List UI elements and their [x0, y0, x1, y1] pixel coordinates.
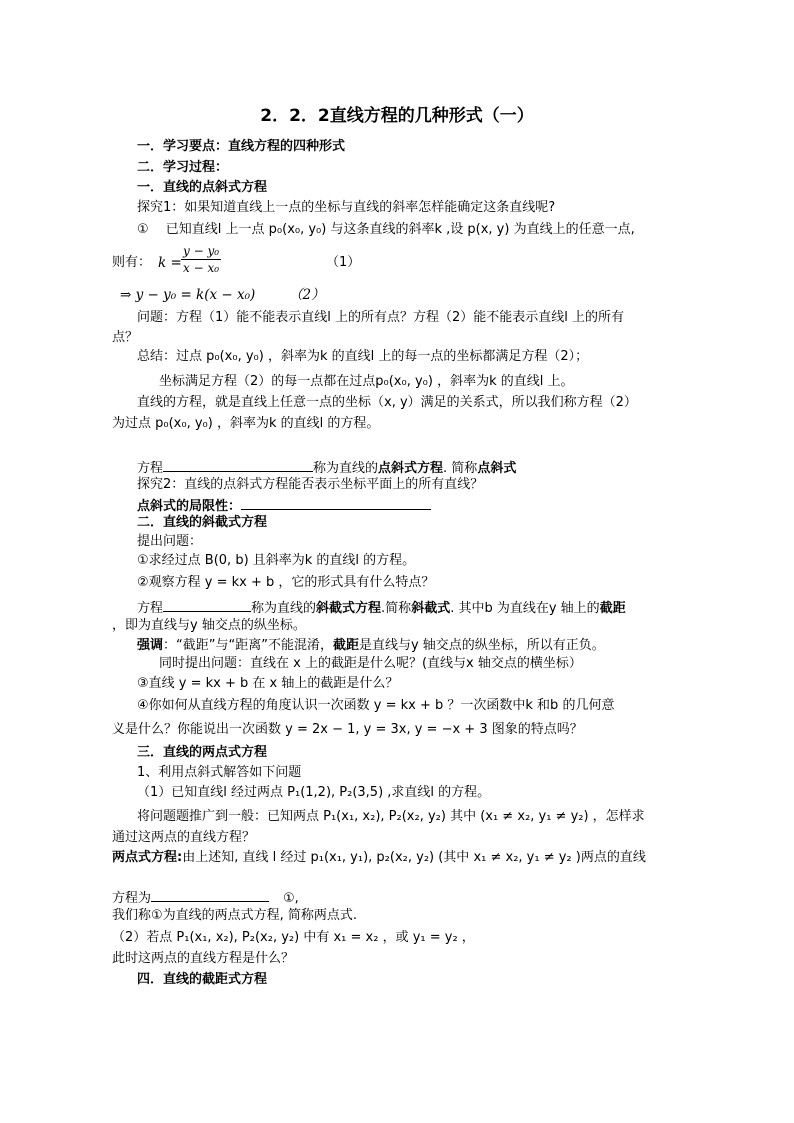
text-line: 此时这两点的直线方程是什么？: [112, 951, 295, 966]
text-line: （1）已知直线l 经过两点 P₁(1,2), P₂(3,5) ,求直线l 的方程。: [137, 785, 491, 800]
slope-fraction: [181, 244, 221, 275]
text-line: 点？: [112, 330, 139, 345]
formula-lhs: k =: [158, 255, 182, 271]
text-line: 通过这两点的直线方程？: [112, 830, 256, 845]
section-heading: 二．学习过程：: [137, 160, 229, 175]
text-fragment: 方程为: [112, 891, 152, 906]
section-heading: 一．学习要点：直线方程的四种形式: [137, 139, 346, 154]
keyword: 斜截式: [411, 601, 451, 616]
text-line: 提出问题：: [137, 534, 203, 549]
text-line: （2）若点 P₁(x₁, x₂), P₂(x₂, y₂) 中有 x₁ = x₂ ，或 y₁ = y₂ ，: [112, 930, 475, 945]
text-line: 总结：过点 p₀(x₀, y₀) ，斜率为k 的直线l 上的每一点的坐标都满足方程（2）；: [137, 349, 589, 364]
keyword: 强调: [137, 638, 164, 653]
text-line: ③直线 y = kx + b 在 x 轴上的截距是什么？: [137, 676, 399, 691]
text-line: 1、利用点斜式解答如下问题: [137, 765, 302, 780]
text-fragment: 方程: [137, 461, 164, 476]
section-heading: 四．直线的截距式方程: [137, 972, 268, 987]
keyword: 点斜式: [477, 461, 517, 476]
fill-blank: [163, 457, 313, 472]
text-fragment: 是直线与y 轴交点的纵坐标，所以有正负。: [358, 638, 605, 653]
fraction-denominator: x − x₀: [183, 261, 220, 275]
fill-blank: [163, 597, 251, 612]
text-fragment: 称为直线的: [251, 601, 317, 616]
text-line: ②观察方程 y = kx + b ，它的形式具有什么特点？: [137, 575, 435, 590]
text-line: 探究1：如果知道直线上一点的坐标与直线的斜率怎样能确定这条直线呢?: [137, 200, 556, 215]
keyword: 两点式方程:: [112, 850, 183, 865]
section-heading: 一．直线的点斜式方程: [137, 180, 268, 195]
text-line: 为过点 p₀(x₀, y₀) ，斜率为k 的直线l 的方程。: [112, 416, 380, 431]
text-line: ①求经过点 B(0, b) 且斜率为k 的直线l 的方程。: [137, 553, 416, 568]
fill-blank: [241, 495, 431, 510]
text-fragment: ①,: [283, 891, 299, 906]
keyword: 斜截式方程: [316, 601, 382, 616]
text-line: 问题：方程（1）能不能表示直线l 上的所有点？方程（2）能不能表示直线l 上的所有: [137, 310, 625, 325]
text-line: 我们称①为直线的两点式方程, 简称两点式.: [112, 908, 358, 923]
text-fragment: 由上述知, 直线 l 经过 p₁(x₁, y₁), p₂(x₂, y₂) (其中 x₁ ≠ x₂, y₁ ≠ y₂ )两点的直线: [182, 850, 646, 865]
section-heading: 二．直线的斜截式方程: [137, 515, 268, 530]
two-point-blank-line: [112, 887, 299, 908]
keyword: 截距: [332, 638, 359, 653]
section-heading: 三．直线的两点式方程: [137, 745, 268, 760]
text-fragment: 称为直线的: [313, 461, 379, 476]
text-fragment: .简称: [381, 601, 412, 616]
text-fragment: 方程: [137, 601, 164, 616]
text-fragment: . 其中b 为直线在y 轴上的: [450, 601, 600, 616]
page-title: 2．2．2直线方程的几种形式（一）: [260, 106, 534, 126]
limitation-line: [137, 495, 431, 516]
text-line: 坐标满足方程（2）的每一点都在过点p₀(x₀, y₀) ，斜率为k 的直线l 上。: [159, 374, 574, 389]
text-line: 直线的方程，就是直线上任意一点的坐标（x, y）满足的关系式，所以我们称方程（2）: [137, 395, 637, 410]
fraction-numerator: y − y₀: [183, 244, 220, 258]
equation-number: （1）: [326, 255, 361, 270]
keyword: 截距: [599, 601, 626, 616]
text-line: 探究2：直线的点斜式方程能否表示坐标平面上的所有直线？: [137, 477, 484, 492]
fill-blank: [151, 887, 269, 902]
definition-line: [137, 457, 516, 478]
text-fragment: ：“截距”与“距离”不能混淆，: [163, 638, 333, 653]
text-line: 同时提出问题：直线在 x 上的截距是什么呢？(直线与x 轴交点的横坐标）: [159, 656, 582, 671]
text-line: ④你如何从直线方程的角度认识一次函数 y = kx + b ？一次函数中k 和b 的几何意: [137, 698, 615, 713]
formula-line: ⇒ y − y₀ = k(x − x₀) （2）: [120, 287, 325, 303]
text-line: 则有：: [112, 255, 152, 270]
text-line: ① 已知直线l 上一点 p₀(x₀, y₀) 与这条直线的斜率k ,设 p(x, y) 为直线上的任意一点,: [137, 222, 635, 237]
keyword: 点斜式方程: [378, 461, 444, 476]
text-line: 将问题题推广到一般：已知两点 P₁(x₁, x₂), P₂(x₂, y₂) 其中 (x₁ ≠ x₂, y₁ ≠ y₂) ，怎样求: [137, 809, 645, 824]
emphasis-line: [137, 637, 605, 655]
keyword: 点斜式的局限性：: [137, 499, 242, 514]
text-fragment: . 简称: [443, 461, 478, 476]
definition-line: [137, 597, 626, 618]
text-line: ，即为直线与y 轴交点的纵坐标。: [112, 618, 306, 633]
text-line: 义是什么？你能说出一次函数 y = 2x − 1, y = 3x, y = −x + 3 图象的特点吗？: [112, 722, 583, 737]
two-point-line: [112, 849, 646, 867]
